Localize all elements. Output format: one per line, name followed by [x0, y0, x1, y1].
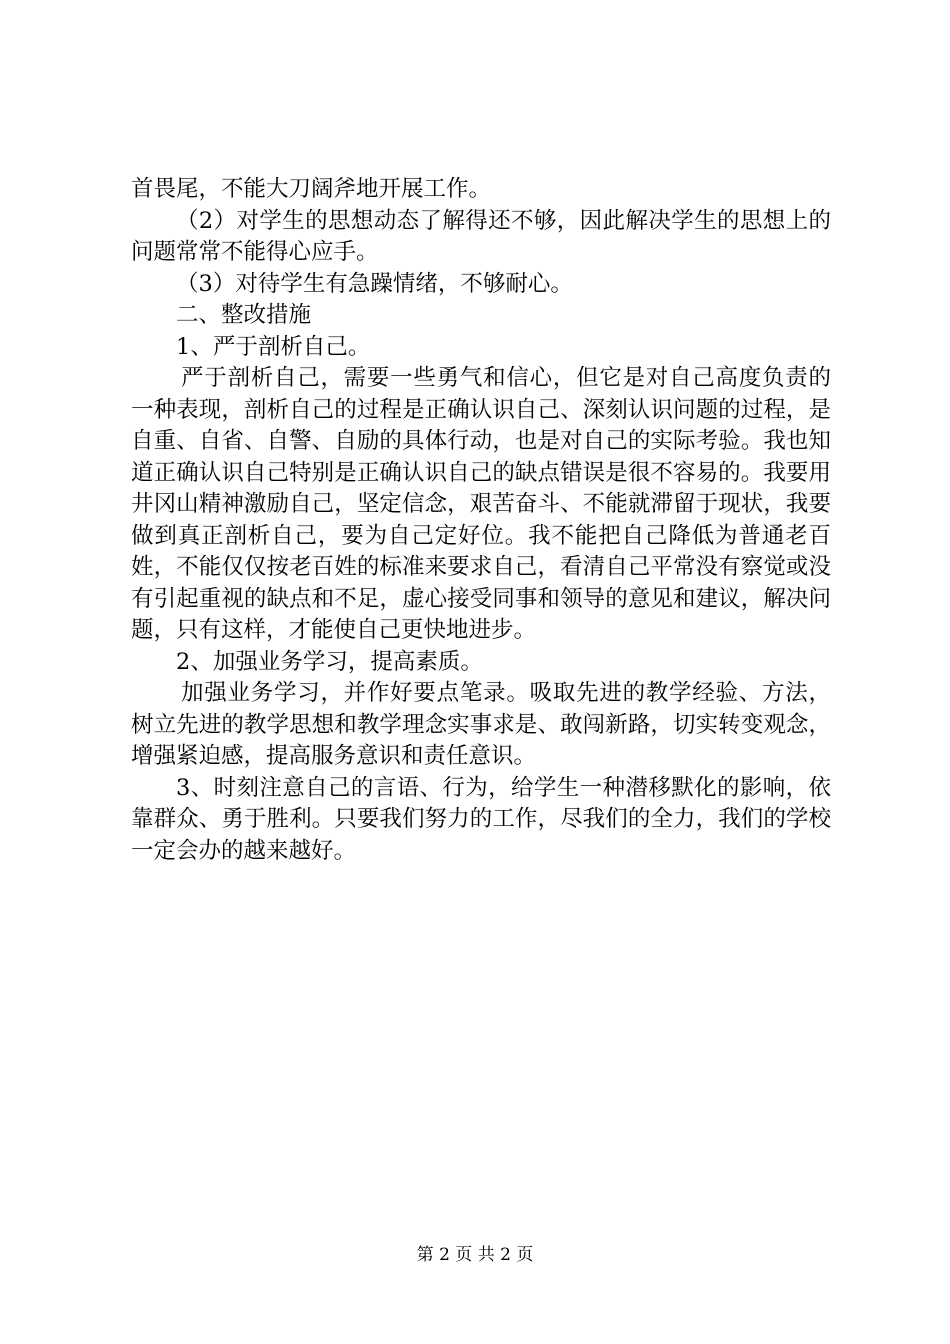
paragraph-measure-2-body: 加强业务学习，并作好要点笔录。吸取先进的教学经验、方法，树立先进的教学思想和教学理念实事求是、敢闯新路，切实转变观念，增强紧迫感，提高服务意识和责任意识。	[131, 680, 831, 769]
section-heading-measures: 二、整改措施	[176, 302, 312, 328]
subheading-measure-2: 2、加强业务学习，提高素质。	[176, 648, 483, 675]
page-number-footer: 第 2 页 共 2 页	[416, 1245, 534, 1265]
subheading-measure-1: 1、严于剖析自己。	[176, 333, 371, 360]
paragraph-problem-2: （2）对学生的思想动态了解得还不够，因此解决学生的思想上的问题常常不能得心应手。	[131, 207, 831, 265]
paragraph-continuation: 首畏尾，不能大刀阔斧地开展工作。	[131, 176, 492, 202]
paragraph-measure-1-body: 严于剖析自己，需要一些勇气和信心，但它是对自己高度负责的一种表现，剖析自己的过程是正确认识自己、深刻认识问题的过程，是自重、自省、自警、自励的具体行动，也是对自己的实际考验。我也知道正确认识自己特别是正确认识自己的缺点错误是很不容易的。我要用井冈山精神激励自己，坚定信念，艰苦奋斗、不能就滞留于现状，我要做到真正剖析自己，要为自己定好位。我不能把自己降低为普通老百姓，不能仅仅按老百姓的标准来要求自己，看清自己平常没有察觉或没有引起重视的缺点和不足，虚心接受同事和领导的意见和建议，解决问题，只有这样，才能使自己更快地进步。	[131, 365, 831, 643]
document-body	[131, 174, 831, 867]
paragraph-measure-3: 3、时刻注意自己的言语、行为，给学生一种潜移默化的影响，依靠群众、勇于胜利。只要我们努力的工作，尽我们的全力，我们的学校一定会办的越来越好。	[131, 774, 831, 864]
paragraph-problem-3: （3）对待学生有急躁情绪，不够耐心。	[176, 270, 573, 297]
